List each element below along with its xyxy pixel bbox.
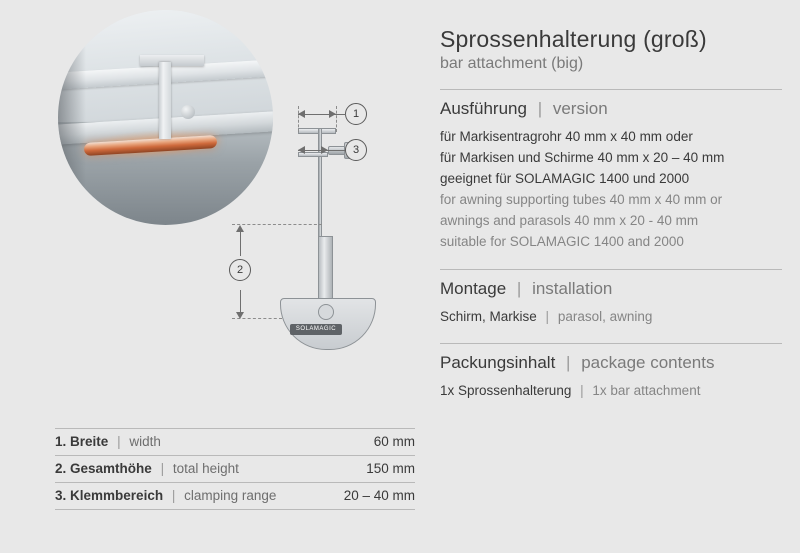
dim2-arrow-top <box>236 225 244 232</box>
page-subtitle: bar attachment (big) <box>440 55 584 72</box>
spec-index: 3. <box>55 488 67 503</box>
section-heading <box>440 99 782 119</box>
version-line-en-1: for awning supporting tubes 40 mm x 40 mm or <box>440 191 723 207</box>
drawing-top-bracket <box>298 128 336 134</box>
dim1-arrow-right <box>329 110 336 118</box>
section-heading-en: version <box>552 99 608 118</box>
package-contents-en: 1x bar attachment <box>592 383 701 399</box>
installation-separator: | <box>545 308 550 324</box>
dim2-line-upper <box>240 228 241 256</box>
dim3-leader <box>328 150 345 151</box>
dim2-ext-top <box>232 224 322 225</box>
page-title: Sprossenhalterung (groß) <box>440 26 707 52</box>
right-column <box>440 0 800 553</box>
spec-label <box>55 488 276 503</box>
package-contents-value <box>440 381 782 402</box>
version-line-en-2: awnings and parasols 40 mm x 20 - 40 mm <box>440 212 699 228</box>
spec-value: 20 – 40 mm <box>343 488 415 503</box>
dim3-arrow-right <box>321 146 328 154</box>
section-package-contents <box>440 343 782 402</box>
section-heading-separator: | <box>516 278 522 298</box>
clamp-post-photo <box>159 62 171 139</box>
drawing-brand-logo: SOLAMAGIC <box>290 324 342 335</box>
spec-value: 150 mm <box>366 461 415 476</box>
table-row <box>55 456 415 483</box>
spec-label-en: total height <box>172 461 239 476</box>
callout-3: 3 <box>345 139 367 161</box>
spec-label-de: Klemmbereich <box>70 488 164 503</box>
divider <box>440 89 782 90</box>
table-row <box>55 483 415 510</box>
spec-value: 60 mm <box>373 434 415 449</box>
version-line-en-3: suitable for SOLAMAGIC 1400 and 2000 <box>440 233 684 249</box>
dim2-arrow-bottom <box>236 312 244 319</box>
section-installation <box>440 269 782 328</box>
section-heading-de: Montage <box>440 278 507 298</box>
section-heading-de: Ausführung <box>440 99 527 118</box>
callout-1: 1 <box>345 103 367 125</box>
section-heading <box>440 353 782 373</box>
version-line-de-1: für Markisentragrohr 40 mm x 40 mm oder <box>440 129 693 144</box>
table-row <box>55 428 415 456</box>
photo-vignette <box>58 10 86 225</box>
clamp-knob-photo <box>181 105 195 119</box>
drawing-vertical-arm <box>318 128 322 238</box>
spec-table <box>55 428 415 510</box>
section-heading-en: package contents <box>581 353 715 373</box>
package-contents-separator: | <box>580 383 584 399</box>
dim3-arrow-left <box>298 146 305 154</box>
drawing-base-hole <box>318 304 334 320</box>
installation-value <box>440 307 782 328</box>
installation-value-de: Schirm, Markise <box>440 308 537 324</box>
installation-value-en: parasol, awning <box>557 308 653 324</box>
version-line-de-2: für Markisen und Schirme 40 mm x 20 – 40 mm <box>440 149 725 165</box>
dim1-ext-right <box>336 106 337 132</box>
spec-index: 2. <box>55 461 67 476</box>
spec-label-en: clamping range <box>184 488 277 503</box>
version-line-de-3: geeignet für SOLAMAGIC 1400 und 2000 <box>440 170 690 186</box>
spec-label-de: Breite <box>70 434 109 449</box>
spec-label-en: width <box>129 434 161 449</box>
spec-separator: | <box>117 434 121 449</box>
spec-label <box>55 434 161 449</box>
section-heading-en: installation <box>532 278 613 298</box>
drawing-post <box>318 236 333 304</box>
divider <box>440 269 782 270</box>
package-contents-de: 1x Sprossenhalterung <box>440 383 572 399</box>
dim1-arrow-left <box>298 110 305 118</box>
callout-2: 2 <box>229 259 251 281</box>
divider <box>440 343 782 344</box>
spec-separator: | <box>160 461 165 476</box>
section-heading-separator: | <box>537 99 543 118</box>
section-heading <box>440 279 782 299</box>
spec-label <box>55 461 239 476</box>
section-heading-de: Packungsinhalt <box>440 353 556 373</box>
spec-label-de: Gesamthöhe <box>70 461 152 476</box>
spec-separator: | <box>171 488 176 503</box>
section-version <box>440 89 782 253</box>
clamp-head-photo <box>140 55 205 66</box>
technical-drawing <box>236 108 430 418</box>
section-heading-separator: | <box>566 353 571 373</box>
dim1-leader <box>336 114 346 115</box>
spec-index: 1. <box>55 434 67 449</box>
